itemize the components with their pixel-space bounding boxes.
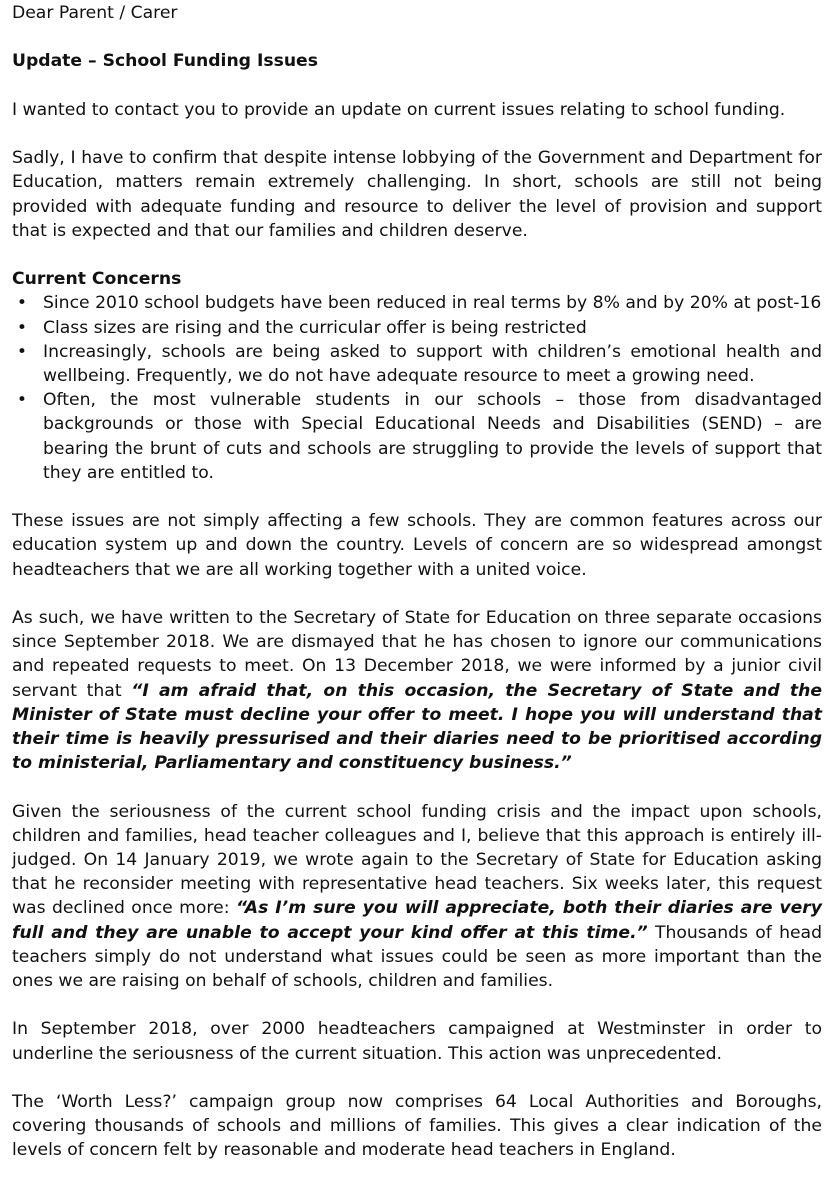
civil-servant-quote: “I am afraid that, on this occasion, the Secretary of State and the Minister of State must decline your offer to meet. I hope you will understand that their time is heavily pressurised and their diaries need to be prioritised according to ministerial, Parliamentary and constituency business.” <box>12 680 823 774</box>
list-item <box>12 340 822 388</box>
bullet-icon: • <box>16 341 28 362</box>
bullet-icon: • <box>16 317 28 338</box>
concerns-list <box>12 291 822 485</box>
list-item-text: Class sizes are rising and the curricular offer is being restricted <box>43 317 587 338</box>
given-text: Given the seriousness of the current school funding crisis and the impact upon schools, children and families, head teacher colleagues and I, believe that this approach is entirely ill-judged. On 14 January 2019, we wrote again to the Secretary of State for Education asking that he reconsider meeting with representative head teachers. Six weeks later, this request was declined once more: <box>12 801 822 919</box>
concerns-heading: Current Concerns <box>12 269 182 290</box>
given-paragraph <box>12 800 822 994</box>
bullet-icon: • <box>16 293 28 314</box>
declined-quote: “As I’m sure you will appreciate, both their diaries are very full and they are unable to accept your kind offer at this time.” <box>12 898 822 943</box>
challenge-paragraph: Sadly, I have to confirm that despite intense lobbying of the Government and Department for Education, matters remain extremely challenging. In short, schools are still not being provided with adequate funding and resource to deliver the level of provision and support that is expected and that our families and children deserve. <box>12 148 822 241</box>
list-item <box>12 388 822 485</box>
subject-heading: Update – School Funding Issues <box>12 51 318 72</box>
intro-paragraph: I wanted to contact you to provide an update on current issues relating to school funding. <box>12 99 786 120</box>
salutation: Dear Parent / Carer <box>12 3 178 23</box>
list-item-text: Since 2010 school budgets have been reduced in real terms by 8% and by 20% at post-16 <box>43 293 822 314</box>
given-text-after: Thousands of head teachers simply do not understand what issues could be seen as more important than the ones we are raising on behalf of schools, children and families. <box>12 922 823 992</box>
written-paragraph <box>12 606 822 775</box>
list-item <box>12 316 822 340</box>
list-item-text: Often, the most vulnerable students in our schools – those from disadvantaged backgrounds or those with Special Educational Needs and Disabilities (SEND) – are bearing the brunt of cuts and schools are struggling to provide the levels of support that they are entitled to. <box>43 390 822 483</box>
list-item <box>12 291 822 315</box>
westminster-paragraph: In September 2018, over 2000 headteachers campaigned at Westminster in order to underline the seriousness of the current situation. This action was unprecedented. <box>12 1019 822 1064</box>
campaign-paragraph: The ‘Worth Less?’ campaign group now comprises 64 Local Authorities and Boroughs, covering thousands of schools and millions of families. This gives a clear indication of the levels of concern felt by reasonable and moderate head teachers in England. <box>12 1092 822 1161</box>
list-item-text: Increasingly, schools are being asked to support with children’s emotional health and wellbeing. Frequently, we do not have adequate resource to meet a growing need. <box>43 341 822 386</box>
bullet-icon: • <box>16 390 28 411</box>
written-text: As such, we have written to the Secretary of State for Education on three separate occasions since September 2018. We are dismayed that he has chosen to ignore our communications and repeated requests to meet. On 13 December 2018, we were informed by a junior civil servant that <box>12 607 822 701</box>
issues-paragraph: These issues are not simply affecting a few schools. They are common features across our education system up and down the country. Levels of concern are so widespread amongst headteachers that we are all working together with a united voice. <box>12 511 822 580</box>
